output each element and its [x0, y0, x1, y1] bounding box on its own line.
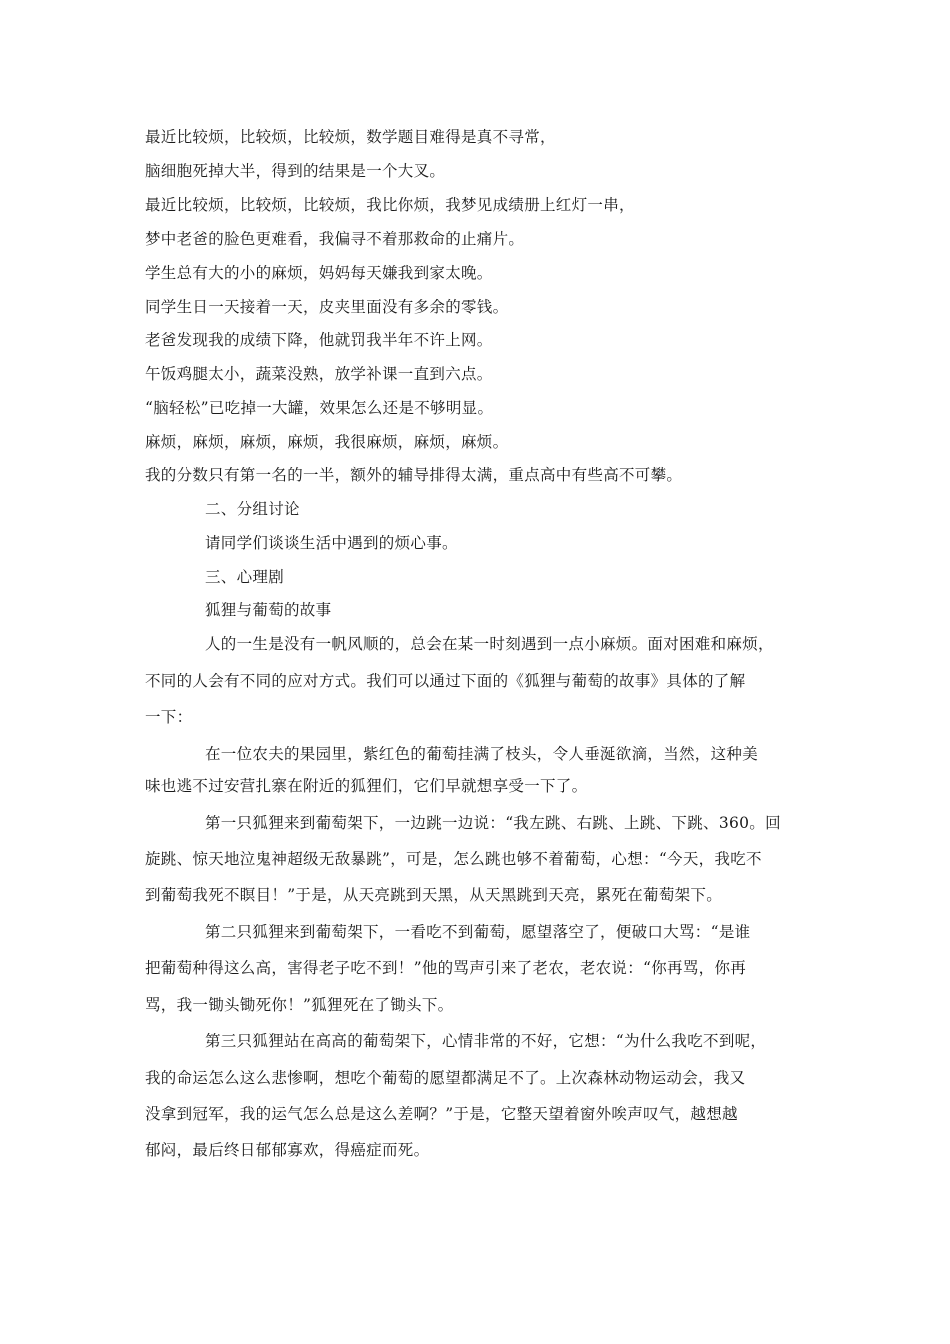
- section-heading-psychodrama: 三、心理剧: [205, 568, 285, 586]
- story-paragraph-line: 旋跳、惊天地泣鬼神超级无敌暴跳”，可是，怎么跳也够不着葡萄，心想：“今天，我吃不: [145, 850, 762, 868]
- lyric-line: 脑细胞死掉大半，得到的结果是一个大叉。: [145, 162, 446, 180]
- story-paragraph-line: 没拿到冠军，我的运气怎么总是这么差啊？”于是，它整天望着窗外唉声叹气，越想越: [145, 1105, 738, 1123]
- story-paragraph-line: 郁闷，最后终日郁郁寡欢，得癌症而死。: [145, 1141, 430, 1159]
- section-heading-group-discussion: 二、分组讨论: [205, 500, 300, 518]
- intro-paragraph-line: 一下：: [145, 708, 193, 726]
- lyric-line: 最近比较烦，比较烦，比较烦，我比你烦，我梦见成绩册上红灯一串，: [145, 196, 635, 214]
- lyric-line: 我的分数只有第一名的一半，额外的辅导排得太满，重点高中有些高不可攀。: [145, 466, 683, 484]
- story-paragraph-line: 骂，我一锄头锄死你！”狐狸死在了锄头下。: [145, 996, 454, 1014]
- story-paragraph-line: 第二只狐狸来到葡萄架下，一看吃不到葡萄，愿望落空了，便破口大骂：“是谁: [205, 923, 751, 941]
- story-paragraph-line: 第一只狐狸来到葡萄架下，一边跳一边说：“我左跳、右跳、上跳、下跳、360。回: [205, 814, 781, 832]
- story-paragraph-line: 味也逃不过安营扎寨在附近的狐狸们，它们早就想享受一下了。: [145, 777, 588, 795]
- lyric-line: 老爸发现我的成绩下降，他就罚我半年不许上网。: [145, 331, 493, 349]
- story-paragraph-line: 我的命运怎么这么悲惨啊，想吃个葡萄的愿望都满足不了。上次森林动物运动会，我又: [145, 1069, 746, 1087]
- lyric-line: 午饭鸡腿太小，蔬菜没熟，放学补课一直到六点。: [145, 365, 493, 383]
- story-paragraph-line: 在一位农夫的果园里，紫红色的葡萄挂满了枝头，令人垂涎欲滴，当然，这种美: [205, 745, 759, 763]
- story-title: 狐狸与葡萄的故事: [205, 601, 332, 619]
- intro-paragraph-line: 人的一生是没有一帆风顺的，总会在某一时刻遇到一点小麻烦。面对困难和麻烦，: [205, 635, 774, 653]
- lyric-line: 麻烦，麻烦，麻烦，麻烦，我很麻烦，麻烦，麻烦。: [145, 433, 509, 451]
- discussion-prompt: 请同学们谈谈生活中遇到的烦心事。: [205, 534, 458, 552]
- story-paragraph-line: 第三只狐狸站在高高的葡萄架下，心情非常的不好，它想：“为什么我吃不到呢，: [205, 1032, 767, 1050]
- intro-paragraph-line: 不同的人会有不同的应对方式。我们可以通过下面的《狐狸与葡萄的故事》具体的了解: [145, 672, 746, 690]
- lyric-line: 同学生日一天接着一天，皮夹里面没有多余的零钱。: [145, 298, 509, 316]
- lyric-line: 最近比较烦，比较烦，比较烦，数学题目难得是真不寻常，: [145, 128, 556, 146]
- lyric-line: 学生总有大的小的麻烦，妈妈每天嫌我到家太晚。: [145, 264, 493, 282]
- story-paragraph-line: 到葡萄我死不瞑目！”于是，从天亮跳到天黑，从天黑跳到天亮，累死在葡萄架下。: [145, 886, 723, 904]
- lyric-line: “脑轻松”已吃掉一大罐，效果怎么还是不够明显。: [145, 399, 494, 417]
- lyric-line: 梦中老爸的脸色更难看，我偏寻不着那救命的止痛片。: [145, 230, 525, 248]
- story-paragraph-line: 把葡萄种得这么高，害得老子吃不到！”他的骂声引来了老农，老农说：“你再骂，你再: [145, 959, 747, 977]
